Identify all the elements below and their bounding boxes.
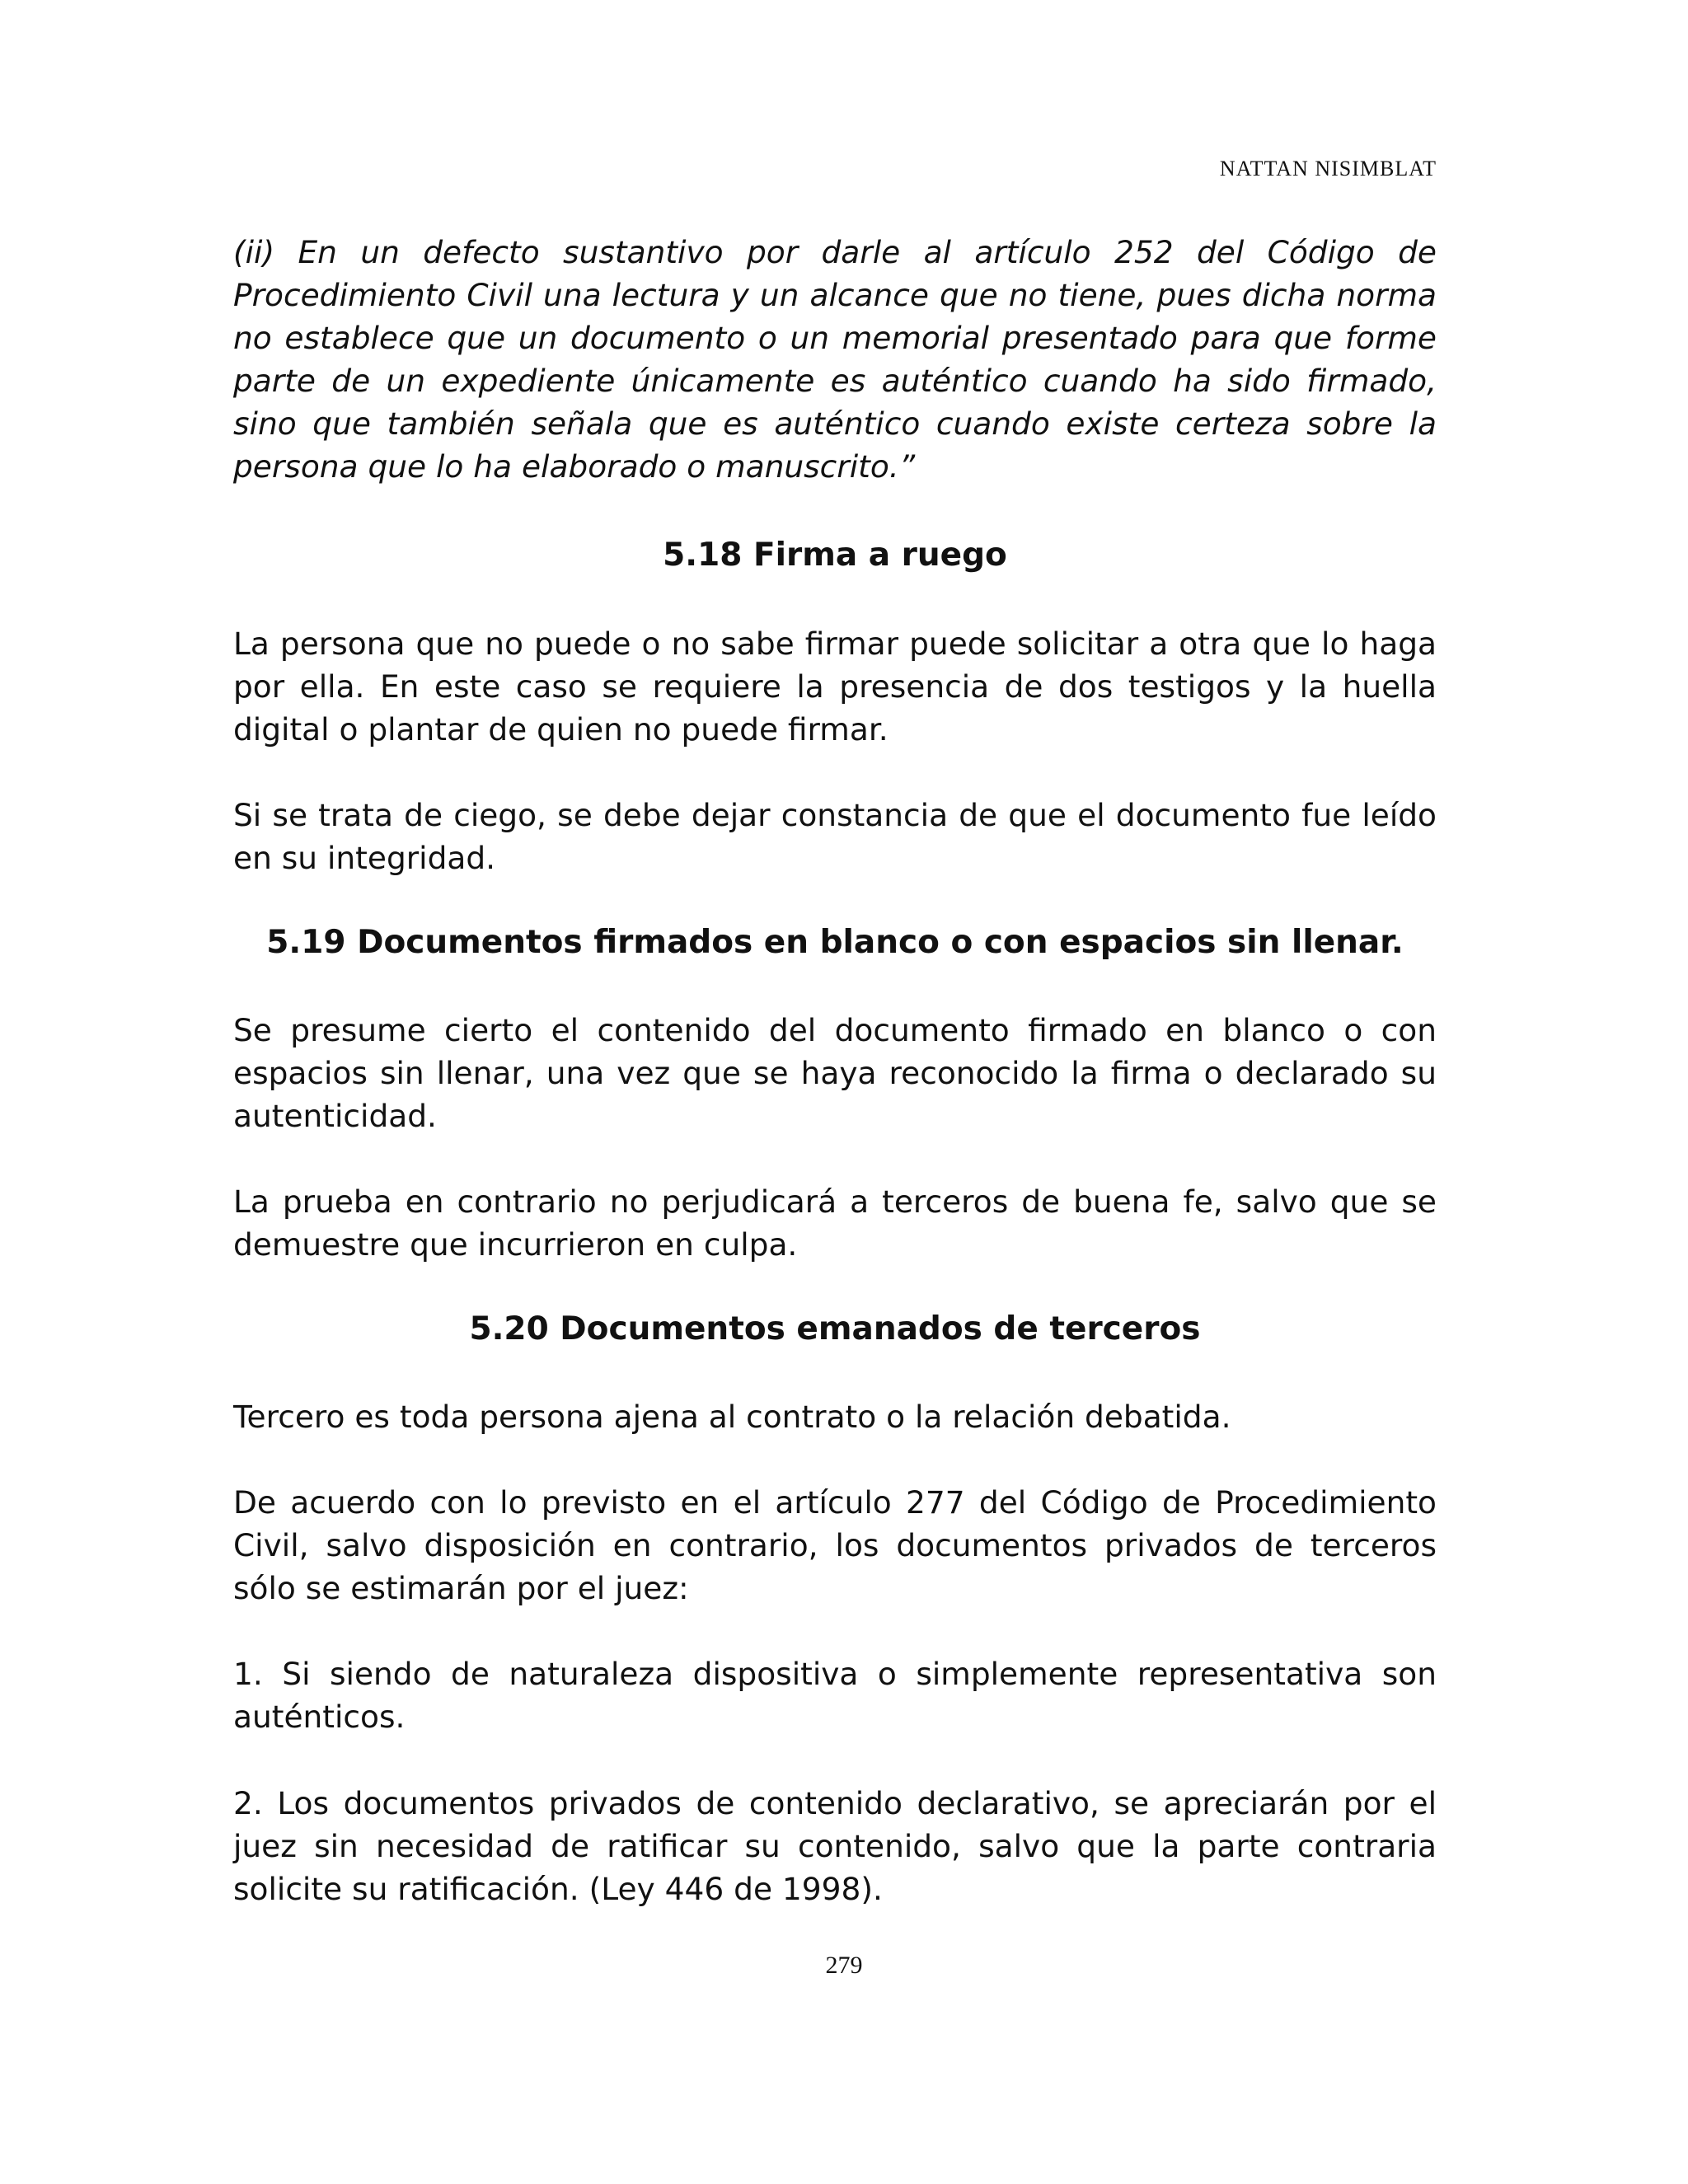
section-heading-5-20: 5.20 Documentos emanados de terceros xyxy=(469,1310,1201,1347)
list-item: 1. Si siendo de naturaleza dispositiva o simplemente representativa son auténticos. xyxy=(233,1656,1437,1735)
page-number: 279 xyxy=(825,1952,863,1979)
paragraph: Se presume cierto el contenido del documento firmado en blanco o con espacios sin llenar, una vez que se haya reconocido la firma o declarado su autenticidad. xyxy=(233,1012,1437,1134)
paragraph: Tercero es toda persona ajena al contrato o la relación debatida. xyxy=(233,1399,1231,1435)
quoted-passage: (ii) En un defecto sustantivo por darle al artículo 252 del Código de Procedimiento Civil una lectura y un alcance que no tiene, pues dicha norma no establece que un documento o un memorial presentado para que forme parte de un expediente únicamente es auténtico cuando ha sido firmado, sino que también señala que es auténtico cuando existe certeza sobre la persona que lo ha elaborado o manuscrito.” xyxy=(233,234,1437,485)
paragraph: La prueba en contrario no perjudicará a terceros de buena fe, salvo que se demuestre que incurrieron en culpa. xyxy=(233,1183,1437,1263)
paragraph: La persona que no puede o no sabe firmar puede solicitar a otra que lo haga por ella. En este caso se requiere la presencia de dos testigos y la huella digital o plantar de quien no puede firmar. xyxy=(233,626,1437,748)
section-heading-5-18: 5.18 Firma a ruego xyxy=(663,537,1007,574)
paragraph: De acuerdo con lo previsto en el artículo 277 del Código de Procedimiento Civil, salvo disposición en contrario, los documentos privados de terceros sólo se estimarán por el juez: xyxy=(233,1484,1437,1606)
list-item: 2. Los documentos privados de contenido declarativo, se apreciarán por el juez sin necesidad de ratificar su contenido, salvo que la parte contraria solicite su ratificación. (Ley 446 de 1998). xyxy=(233,1785,1437,1907)
paragraph: Si se trata de ciego, se debe dejar constancia de que el documento fue leído en su integridad. xyxy=(233,797,1437,876)
section-heading-5-19: 5.19 Documentos firmados en blanco o con espacios sin llenar. xyxy=(266,924,1404,961)
running-head: NATTAN NISIMBLAT xyxy=(1219,157,1437,180)
